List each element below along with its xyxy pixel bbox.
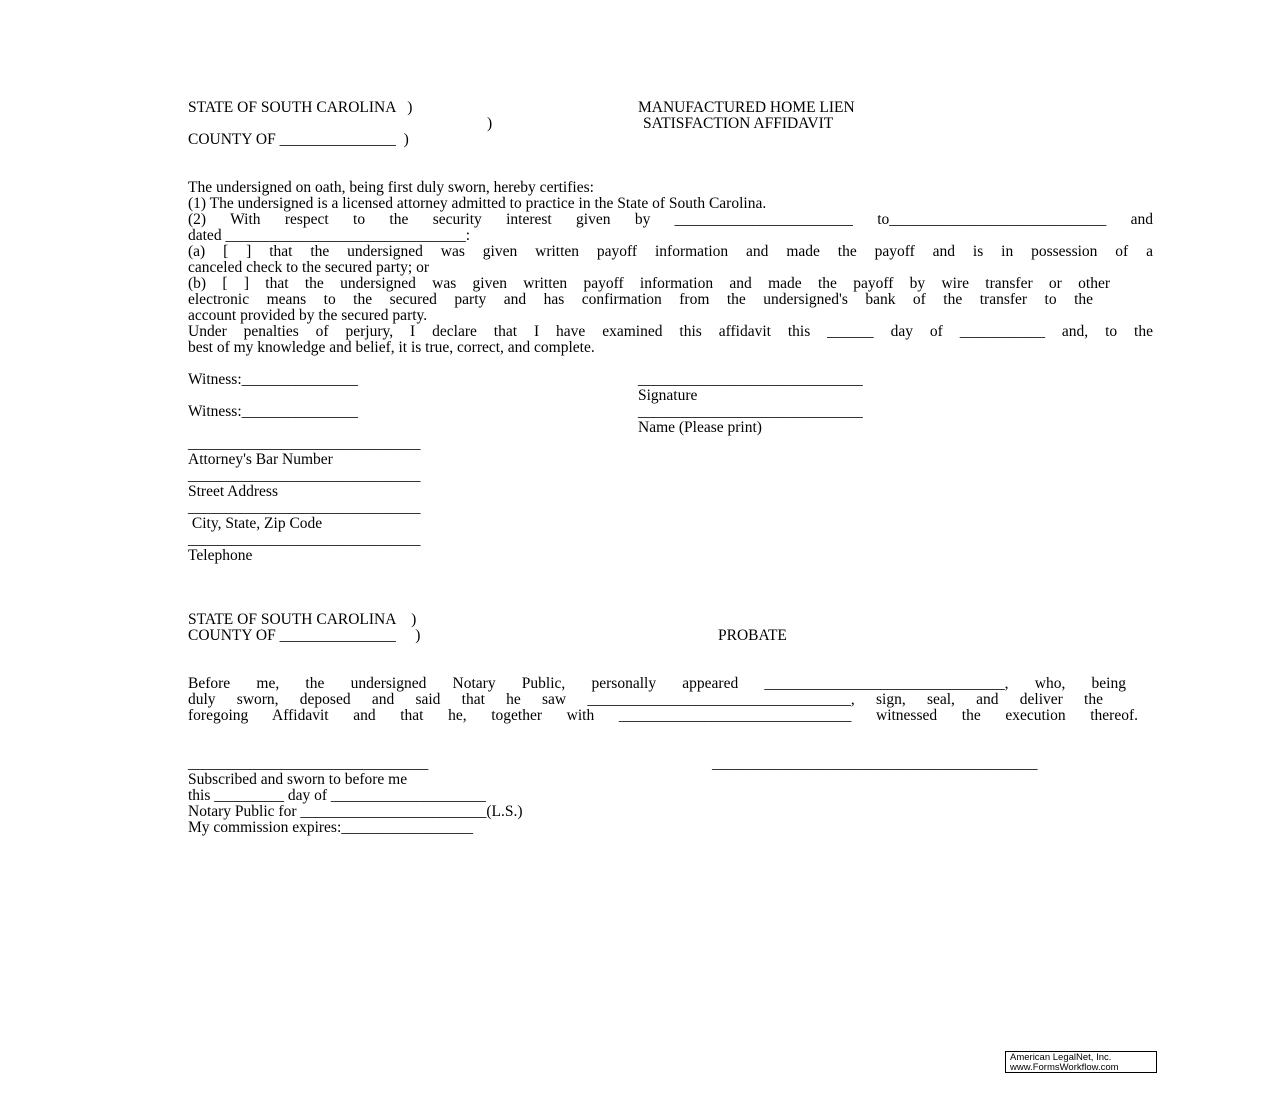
notary-left-line: _______________________________ (188, 755, 429, 772)
probate-state-heading: STATE OF SOUTH CAROLINA ) (188, 611, 417, 628)
logo-company: American LegalNet, Inc. (1010, 1052, 1112, 1063)
bar-number-line: ______________________________ (188, 435, 421, 452)
item-a-line2: canceled check to the secured party; or (188, 259, 429, 276)
probate-para-line1: Before me, the undersigned Notary Public, personally appeared _______________________________, who, being (188, 675, 1126, 692)
item-b-line1: (b) [ ] that the undersigned was given written payoff information and made the payoff by wire transfer or other (188, 275, 1110, 292)
commission-expires-line: My commission expires:_________________ (188, 819, 474, 836)
telephone-line: ______________________________ (188, 531, 421, 548)
notary-public-line: Notary Public for ________________________(L.S.) (188, 803, 523, 820)
notary-right-line: __________________________________________ (712, 755, 1038, 772)
probate-para-line2: duly sworn, deposed and said that he saw __________________________________, sign, seal, and deliver the (188, 691, 1103, 708)
street-address-line: ______________________________ (188, 467, 421, 484)
signature-label: Signature (638, 387, 698, 404)
probate-para-line3: foregoing Affidavit and that he, together with ______________________________ witnessed the execution thereof. (188, 707, 1138, 724)
telephone-label: Telephone (188, 547, 253, 564)
day-line: this _________ day of ____________________ (188, 787, 486, 804)
perjury-line1: Under penalties of perjury, I declare that I have examined this affidavit this ______ day of ___________ and, to the (188, 323, 1153, 340)
item-2-line1: (2) With respect to the security interest given by _______________________ to____________________________ and (188, 211, 1153, 228)
legalnet-logo-box (1005, 1051, 1157, 1073)
item-a-line1: (a) [ ] that the undersigned was given written payoff information and made the payoff and is in possession of a (188, 243, 1153, 260)
signature-line: _____________________________ (638, 371, 863, 388)
logo-website: www.FormsWorkflow.com (1010, 1062, 1119, 1073)
name-label: Name (Please print) (638, 419, 762, 436)
subscribed-text: Subscribed and sworn to before me (188, 771, 408, 788)
city-state-zip-line: ______________________________ (188, 499, 421, 516)
item-1: (1) The undersigned is a licensed attorney admitted to practice in the State of South Carolina. (188, 195, 767, 212)
witness-2: Witness:_______________ (188, 403, 358, 420)
item-b-line2: electronic means to the secured party and has confirmation from the undersigned's bank of the transfer to the (188, 291, 1093, 308)
header-paren: ) (487, 115, 493, 132)
intro-text: The undersigned on oath, being first duly sworn, hereby certifies: (188, 179, 594, 196)
document-title-line2: SATISFACTION AFFIDAVIT (643, 115, 834, 132)
county-heading: COUNTY OF _______________ ) (188, 131, 409, 148)
perjury-line2: best of my knowledge and belief, it is true, correct, and complete. (188, 339, 595, 356)
witness-1: Witness:_______________ (188, 371, 358, 388)
item-b-line3: account provided by the secured party. (188, 307, 428, 324)
name-line: _____________________________ (638, 403, 863, 420)
street-address-label: Street Address (188, 483, 278, 500)
item-2-line2: dated _______________________________: (188, 227, 470, 244)
probate-title: PROBATE (718, 627, 787, 644)
probate-county-heading: COUNTY OF _______________ ) (188, 627, 421, 644)
state-heading: STATE OF SOUTH CAROLINA ) (188, 99, 413, 116)
bar-number-label: Attorney's Bar Number (188, 451, 333, 468)
city-state-zip-label: City, State, Zip Code (188, 515, 323, 532)
document-title-line1: MANUFACTURED HOME LIEN (638, 99, 855, 116)
